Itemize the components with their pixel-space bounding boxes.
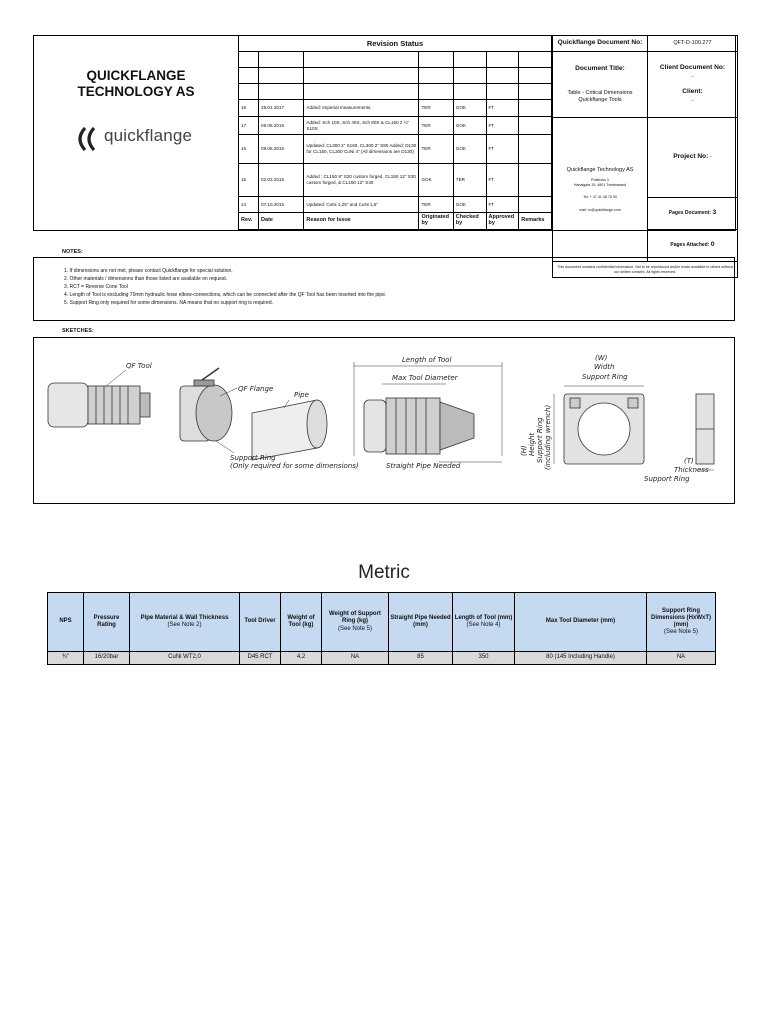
revision-row: 16 09.05.2016 Updated: CL300 2" S160, CL300 2" S80 Added: D130 for CL150, CL300 CuNi 4" (All dimensions are D130) TER GOK FT	[239, 135, 552, 164]
revision-row: 15 02.03.2016 Added : CL150 8" S20 custom forged, CL150 12" S30 custom forged, & CL150 12" S40 GOK TER FT	[239, 164, 552, 197]
company-address-cell: Quickflange Technology AS Postboks 3 Hanalgata 15, 4801 Tvedestrand Tel: + 47 41 48 75 00 mail: ro@quickflange.com	[553, 118, 648, 262]
revision-row: 18 25.01.2017 Added: Imperial measurements. TER GOK FT	[239, 100, 552, 117]
h-note-label: (including wrench)	[544, 404, 552, 470]
support-ring-note: (Only required for some dimensions)	[230, 462, 359, 470]
disclaimer: This document contains confidential information. Not to be reproduced and/or made available to others without our written consent. All rights reserved.	[553, 262, 738, 278]
support-ring-front-drawing	[554, 386, 644, 464]
thickness-label: Thickness	[674, 466, 709, 474]
width-label: Width	[594, 363, 615, 371]
header-cell: NPS	[48, 593, 84, 652]
header-cell: Straight Pipe Needed (mm)	[389, 593, 453, 652]
w-label: (W)	[595, 354, 608, 362]
note-item: 2. Other materials / dimensions than those listed are available on request.	[64, 276, 228, 282]
support-ring-label: Support Ring	[230, 454, 276, 462]
sketches-box	[33, 337, 735, 504]
metric-header-row	[48, 593, 716, 652]
support-ring-h-label: Support Ring	[536, 417, 544, 463]
client-cell: Client Document No: - Client: -	[648, 52, 738, 118]
max-tool-diameter-label: Max Tool Diameter	[392, 374, 458, 382]
note-item: 5. Support Ring only required for some dimensions. NA means that no support ring is required.	[64, 300, 273, 306]
revision-table	[238, 35, 552, 230]
h-label: (H)	[520, 445, 528, 456]
header-cell: Weight of Tool (kg)	[281, 593, 322, 652]
company-name: QUICKFLANGE TECHNOLOGY AS	[77, 68, 195, 99]
revision-header-row: Rev. Date Reason for Issue Originated by Checked by Approved by Remarks	[239, 213, 552, 230]
logo-text: quickflange	[104, 126, 193, 145]
revision-title: Revision Status	[239, 36, 552, 52]
sketches-label: SKETCHES:	[62, 328, 94, 334]
header-cell: Max Tool Diameter (mm)	[515, 593, 647, 652]
header-cell: Support Ring Dimensions (HxWxT) (mm) (See Note 5)	[647, 593, 716, 652]
pages-attached-cell: Pages Attached: 0	[648, 230, 738, 262]
t-label: (T)	[684, 457, 694, 465]
pipe-drawing	[252, 400, 327, 460]
note-item: 1. If dimensions are not met, please contact Quickflange for special solution.	[64, 268, 233, 274]
straight-pipe-label: Straight Pipe Needed	[386, 462, 461, 470]
table-row: ¾" 16/20bar CuNi WT2,0 D45 RCT 4,2 NA 85 350 80 (145 Including Handle) NA	[48, 652, 716, 665]
support-ring-side-drawing	[696, 394, 714, 470]
height-label: Height	[528, 432, 536, 456]
qf-flange-drawing	[180, 368, 232, 441]
metric-table	[47, 592, 716, 665]
logo-mark-icon	[74, 126, 102, 152]
header-cell: Pipe Material & Wall Thickness (See Note 2)	[130, 593, 240, 652]
tool-sketches	[34, 338, 734, 503]
support-ring-t-label: Support Ring	[644, 475, 690, 483]
pipe-label: Pipe	[294, 391, 309, 399]
header-cell: Length of Tool (mm) (See Note 4)	[453, 593, 515, 652]
doc-no-label: Quickflange Document No:	[553, 36, 648, 52]
revision-row: 14 07.10.2015 Updated: CuNi 1,25" and CuNi 1,5" TER GOK FT	[239, 197, 552, 213]
qf-tool-label: QF Tool	[126, 362, 152, 370]
quickflange-logo	[74, 124, 244, 152]
header-cell: Tool Driver	[240, 593, 281, 652]
notes-label: NOTES:	[62, 249, 83, 255]
length-of-tool-label: Length of Tool	[402, 356, 452, 364]
metric-title: Metric	[358, 562, 410, 583]
support-ring-w-label: Support Ring	[582, 373, 628, 381]
document-info-table	[552, 35, 738, 278]
project-cell: Project No: -	[648, 118, 738, 198]
qf-flange-label: QF Flange	[238, 385, 274, 393]
doc-no: QFT-D-100.277	[648, 36, 738, 52]
revision-row: 17 06.06.2016 Added: Sch 10S, Sch 40S, Sch 80S & CL150 2 ½" S10S TER GOK FT	[239, 117, 552, 135]
note-item: 3. RCT = Reverse Cone Tool	[64, 284, 128, 290]
note-item: 4. Length of Tool is excluding 70mm hydraulic hose elbow-connections, which can be connected after the QF Tool has been inserted into the pipe.	[64, 292, 387, 298]
header-cell: Weight of Support Ring (kg) (See Note 5)	[322, 593, 389, 652]
document-title-cell: Document Title: Table - Critical Dimensions Quickflange Tools	[553, 52, 648, 118]
pages-document-cell: Pages Document: 3	[648, 198, 738, 230]
qf-tool-drawing	[48, 383, 150, 427]
notes-box	[33, 257, 735, 321]
header-cell: Pressure Rating	[84, 593, 130, 652]
